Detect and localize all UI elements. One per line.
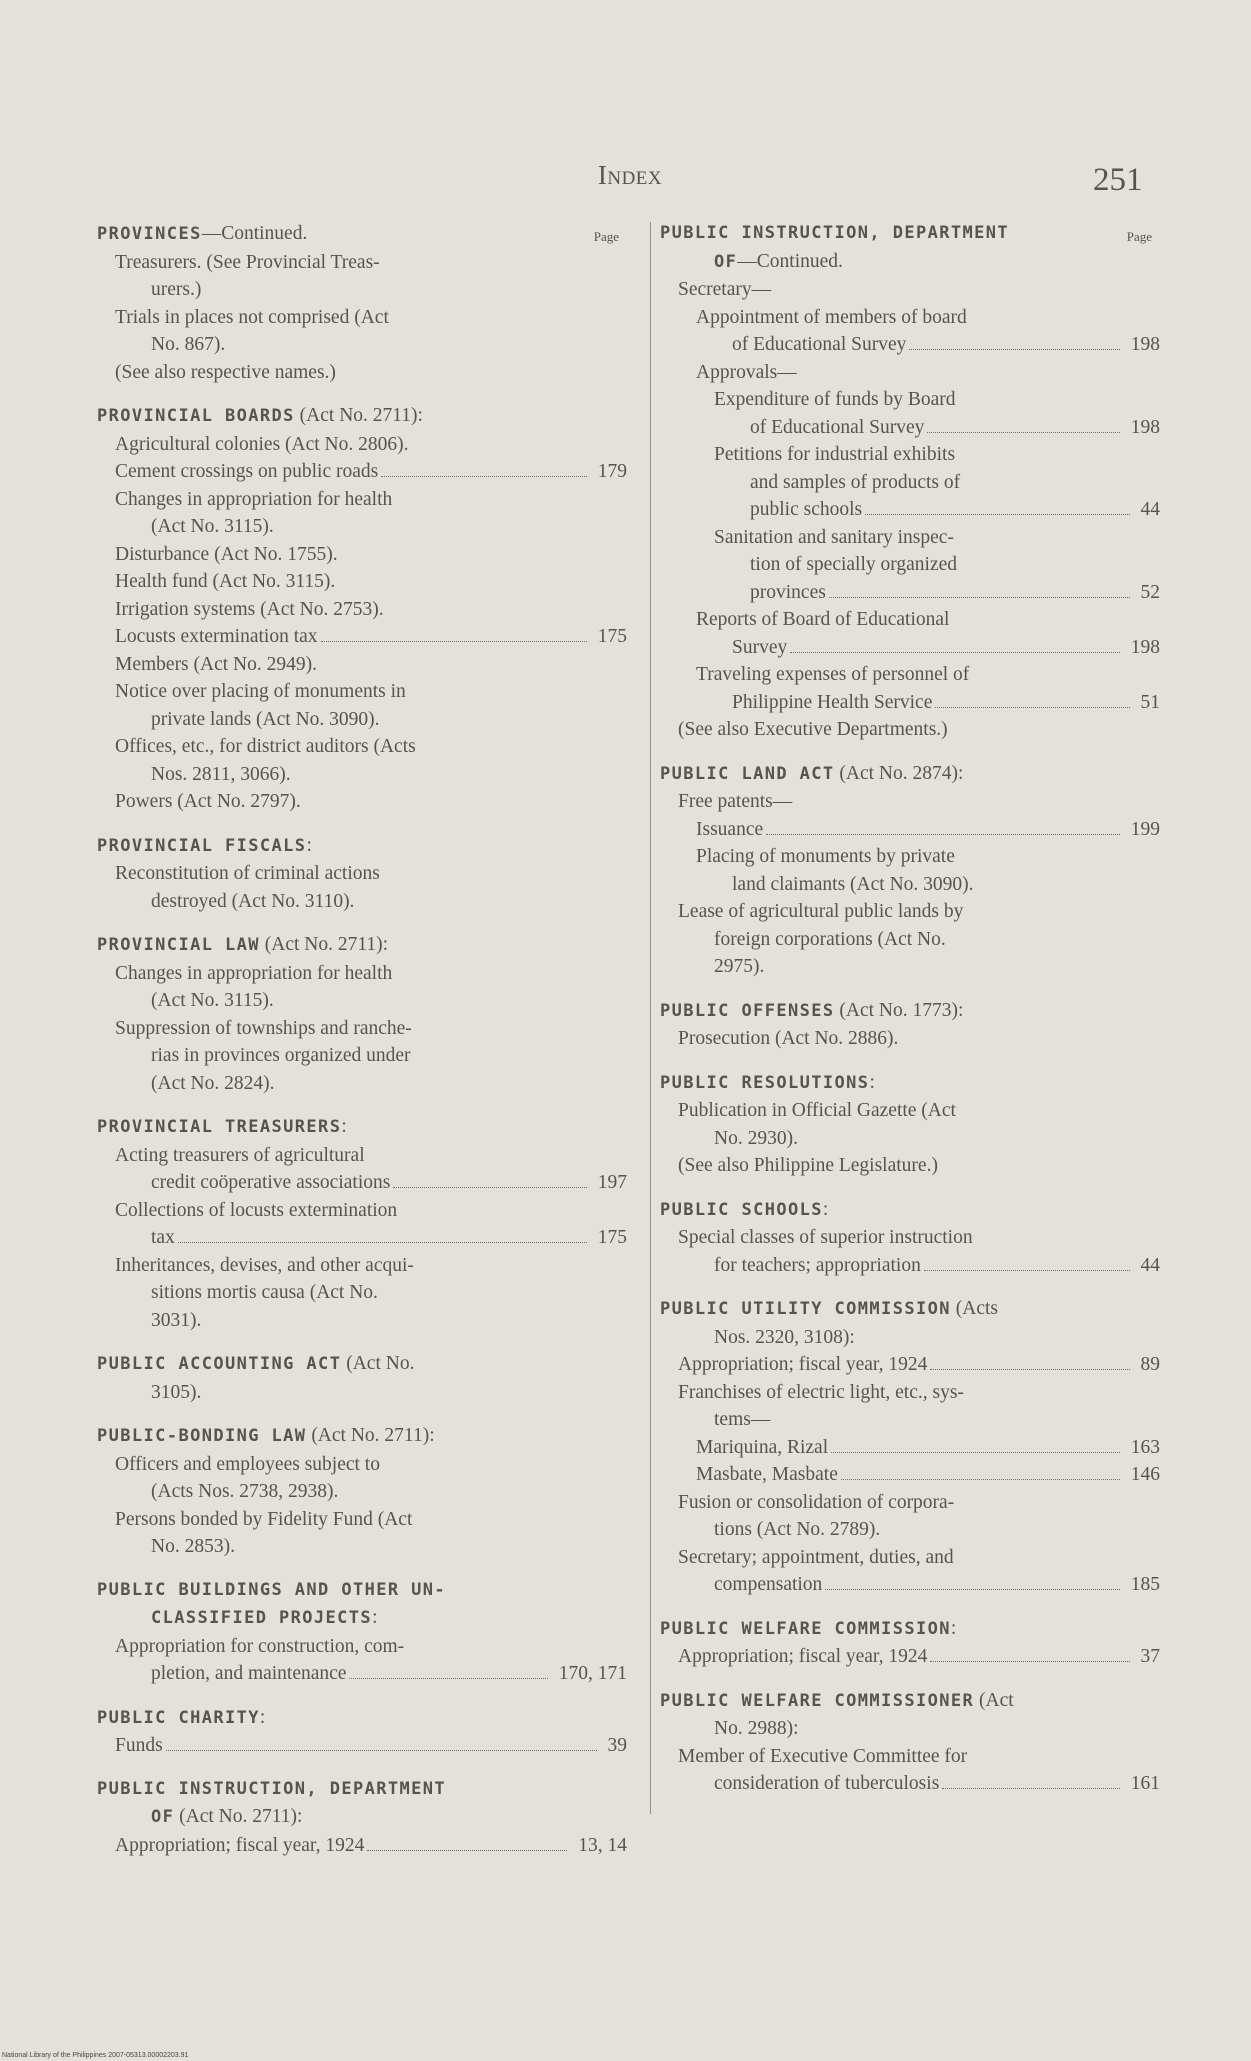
entry-text: PROVINCIAL TREASURERS [97, 1117, 342, 1137]
entry-suffix: : [306, 834, 312, 856]
index-entry [97, 331, 627, 359]
index-entry [660, 926, 1160, 954]
entry-text: tion of specially organized [750, 554, 958, 575]
entry-text: Reconstitution of criminal actions [115, 863, 380, 884]
index-entry [660, 1461, 1160, 1489]
entry-text: (See also respective names.) [115, 361, 336, 383]
entry-suffix: (Act No. 1773): [834, 999, 964, 1021]
entry-text: (Act No. 3115). [151, 516, 274, 537]
index-entry [97, 1015, 627, 1043]
index-entry [97, 458, 627, 486]
entry-text: 3105). [151, 1381, 202, 1403]
index-entry [660, 634, 1160, 662]
page-reference: 179 [597, 461, 627, 482]
index-entry [97, 596, 627, 624]
index-entry [97, 1307, 627, 1335]
index-heading [97, 832, 627, 861]
entry-text: Mariquina, Rizal [696, 1436, 829, 1458]
index-entry [660, 414, 1160, 442]
index-heading [660, 220, 1160, 248]
entry-text: rias in provinces organized under [151, 1045, 411, 1066]
entry-text: compensation [714, 1574, 823, 1595]
index-entry [97, 1832, 627, 1860]
index-entry [660, 579, 1160, 607]
leader-dots [825, 1585, 1119, 1590]
index-entry [97, 1197, 627, 1225]
page-reference: 51 [1140, 691, 1160, 713]
entry-text: 2975). [714, 956, 765, 977]
page-reference: 39 [607, 1735, 627, 1756]
entry-text: Persons bonded by Fidelity Fund (Act [115, 1508, 413, 1530]
entry-text: PUBLIC WELFARE COMMISSION [660, 1618, 951, 1639]
entry-text: PUBLIC RESOLUTIONS [660, 1072, 870, 1093]
entry-text: Appropriation; fiscal year, 1924 [678, 1646, 928, 1667]
leader-dots [321, 637, 587, 642]
entry-text: Masbate, Masbate [696, 1464, 838, 1485]
entry-text: OF [151, 1807, 175, 1827]
index-entry [660, 1351, 1160, 1379]
index-entry [660, 1571, 1160, 1599]
entry-suffix: : [950, 1617, 957, 1639]
running-title: Index [597, 160, 663, 190]
index-entry [660, 331, 1160, 359]
index-entry [660, 716, 1160, 744]
index-entry [660, 469, 1160, 497]
entry-text: tions (Act No. 2789). [714, 1519, 881, 1540]
entry-text: Agricultural colonies (Act No. 2806). [115, 433, 409, 455]
index-entry [97, 486, 627, 514]
entry-text: Special classes of superior instruction [678, 1227, 973, 1248]
entry-text: Philippine Health Service [732, 691, 933, 713]
leader-dots [166, 1746, 597, 1751]
index-entry [97, 1660, 627, 1688]
page-reference: 161 [1130, 1773, 1160, 1794]
index-entry [97, 706, 627, 734]
entry-text: PUBLIC-BONDING LAW [97, 1426, 307, 1446]
entry-text: Issuance [696, 818, 764, 840]
leader-dots [909, 345, 1119, 350]
index-entry [97, 1142, 627, 1170]
index-entry [97, 678, 627, 706]
index-entry [97, 249, 627, 277]
index-entry [97, 860, 627, 888]
entry-text: Locusts extermination tax [115, 626, 318, 647]
index-heading [97, 931, 627, 960]
entry-text: PROVINCES [97, 224, 202, 244]
index-entry [660, 1097, 1160, 1125]
index-heading [97, 1776, 627, 1804]
entry-suffix: (Act No. 2711): [294, 405, 423, 426]
entry-suffix: : [869, 1071, 875, 1093]
entry-text: CLASSIFIED PROJECTS [151, 1608, 373, 1628]
entry-text: PUBLIC SCHOOLS [660, 1199, 823, 1220]
index-entry [660, 606, 1160, 634]
entry-text: Free patents— [678, 791, 793, 812]
entry-text: Fusion or consolidation of corpora- [678, 1491, 955, 1513]
entry-text: of Educational Survey [750, 416, 925, 438]
index-entry [97, 960, 627, 988]
entry-text: No. 867). [151, 334, 226, 355]
index-entry [660, 1516, 1160, 1544]
index-heading [97, 402, 627, 431]
entry-text: consideration of tuberculosis [714, 1773, 940, 1794]
entry-text: Health fund (Act No. 3115). [115, 571, 336, 592]
page-reference: 170, 171 [558, 1663, 627, 1684]
page-reference: 199 [1130, 818, 1160, 840]
index-heading [97, 1577, 627, 1605]
index-heading [660, 1295, 1160, 1324]
page-number: 251 [1093, 162, 1143, 198]
index-entry [660, 386, 1160, 414]
leader-dots [924, 1266, 1130, 1271]
index-entry [660, 1252, 1160, 1280]
page-reference: 163 [1130, 1436, 1160, 1458]
index-heading [660, 997, 1160, 1026]
index-heading [97, 1704, 627, 1733]
index-entry [97, 513, 627, 541]
entry-text: land claimants (Act No. 3090). [732, 873, 974, 895]
index-entry [97, 987, 627, 1015]
entry-suffix: (Act No. [341, 1353, 415, 1374]
index-heading [660, 248, 1160, 277]
page-reference: 13, 14 [578, 1834, 627, 1856]
entry-text: Reports of Board of Educational [696, 609, 950, 630]
index-entry [660, 496, 1160, 524]
entry-text: Irrigation systems (Act No. 2753). [115, 598, 384, 620]
entry-text: foreign corporations (Act No. [714, 928, 946, 950]
entry-text: Members (Act No. 2949). [115, 653, 317, 675]
page-reference: 197 [597, 1172, 627, 1193]
index-entry [97, 541, 627, 569]
index-entry [660, 689, 1160, 717]
leader-dots [831, 1448, 1120, 1453]
index-entry [660, 1406, 1160, 1434]
index-entry [660, 1324, 1160, 1352]
entry-text: Approvals— [696, 361, 797, 383]
entry-suffix: : [259, 1706, 266, 1728]
entry-suffix: : [341, 1116, 347, 1137]
index-entry [97, 1478, 627, 1506]
index-entry [660, 1715, 1160, 1743]
entry-text: sitions mortis causa (Act No. [151, 1282, 378, 1303]
index-entry [97, 651, 627, 679]
index-entry [660, 871, 1160, 899]
leader-dots [349, 1674, 547, 1679]
index-entry [97, 304, 627, 332]
entry-text: Nos. 2811, 3066). [151, 763, 291, 785]
entry-text: Changes in appropriation for health [115, 962, 393, 984]
index-entry [97, 623, 627, 651]
leader-dots [367, 1846, 567, 1851]
leader-dots [935, 703, 1129, 708]
index-entry [660, 1643, 1160, 1671]
entry-text: Disturbance (Act No. 1755). [115, 543, 338, 565]
entry-text: pletion, and maintenance [151, 1663, 347, 1684]
index-entry [660, 788, 1160, 816]
leader-dots [930, 1657, 1129, 1662]
entry-suffix: (Act No. 2711): [174, 1806, 303, 1827]
index-column-left [97, 220, 627, 1859]
index-entry [660, 1025, 1160, 1053]
entry-suffix: : [822, 1198, 829, 1220]
page-reference: 198 [1130, 334, 1160, 355]
index-entry [97, 1633, 627, 1661]
entry-text: Appropriation; fiscal year, 1924 [678, 1354, 928, 1375]
entry-suffix: —Continued. [737, 250, 843, 272]
index-entry [660, 359, 1160, 387]
index-heading [660, 760, 1160, 789]
entry-text: Secretary; appointment, duties, and [678, 1546, 954, 1568]
entry-text: Expenditure of funds by Board [714, 389, 956, 410]
entry-text: Appropriation; fiscal year, 1924 [115, 1834, 365, 1856]
entry-text: provinces [750, 581, 826, 603]
index-entry [97, 1533, 627, 1561]
entry-suffix: (Act No. 2711): [259, 934, 389, 955]
page-reference: 44 [1140, 1254, 1160, 1276]
page-column-label: Page [1126, 229, 1152, 244]
page-reference: 198 [1130, 416, 1160, 438]
entry-text: PUBLIC INSTRUCTION, DEPARTMENT [97, 1778, 447, 1799]
entry-text: PUBLIC ACCOUNTING ACT [97, 1354, 342, 1374]
index-entry [97, 276, 627, 304]
index-heading [97, 1422, 627, 1451]
index-heading [97, 1113, 627, 1142]
index-entry [97, 1224, 627, 1252]
entry-text: Secretary— [678, 279, 772, 300]
entry-text: Treasurers. (See Provincial Treas- [115, 251, 380, 273]
leader-dots [381, 472, 587, 477]
leader-dots [829, 593, 1130, 598]
entry-text: tems— [714, 1409, 771, 1430]
leader-dots [790, 648, 1120, 653]
index-entry [660, 1489, 1160, 1517]
index-entry [660, 551, 1160, 579]
page-column-label: Page [593, 229, 619, 244]
entry-text: Powers (Act No. 2797). [115, 791, 301, 812]
leader-dots [927, 428, 1119, 433]
entry-text: PROVINCIAL BOARDS [97, 406, 295, 426]
entry-text: No. 2930). [714, 1127, 798, 1149]
entry-text: Petitions for industrial exhibits [714, 444, 956, 465]
entry-text: Appointment of members of board [696, 306, 967, 328]
entry-text: Lease of agricultural public lands by [678, 901, 964, 922]
entry-text: tax [151, 1227, 175, 1248]
entry-suffix: (Act [974, 1689, 1014, 1711]
leader-dots [942, 1784, 1119, 1789]
entry-text: of Educational Survey [732, 334, 907, 355]
leader-dots [865, 510, 1129, 515]
leader-dots [393, 1183, 586, 1188]
entry-text: (Act No. 3115). [151, 990, 274, 1011]
index-entry [660, 524, 1160, 552]
entry-text: Franchises of electric light, etc., sys- [678, 1381, 964, 1403]
index-entry [97, 1279, 627, 1307]
entry-text: Funds [115, 1735, 163, 1756]
entry-text: Trials in places not comprised (Act [115, 306, 389, 328]
entry-text: Publication in Official Gazette (Act [678, 1100, 956, 1121]
index-entry [660, 843, 1160, 871]
entry-text: and samples of products of [750, 471, 961, 493]
index-entry [97, 888, 627, 916]
leader-dots [178, 1238, 587, 1243]
entry-text: Survey [732, 636, 788, 658]
entry-text: PUBLIC OFFENSES [660, 1000, 835, 1021]
index-entry [660, 1770, 1160, 1798]
index-entry [660, 1379, 1160, 1407]
index-heading [97, 220, 627, 249]
leader-dots [841, 1475, 1120, 1480]
index-entry [660, 276, 1160, 304]
index-heading [660, 1069, 1160, 1098]
entry-text: Collections of locusts extermination [115, 1199, 398, 1221]
index-entry [660, 441, 1160, 469]
index-entry [660, 953, 1160, 981]
entry-text: Traveling expenses of personnel of [696, 664, 970, 685]
index-entry [660, 1152, 1160, 1180]
index-heading [97, 1604, 627, 1633]
entry-text: Notice over placing of monuments in [115, 681, 406, 702]
index-entry [97, 761, 627, 789]
index-entry [660, 898, 1160, 926]
index-entry [660, 816, 1160, 844]
entry-text: 3031). [151, 1309, 202, 1331]
page-reference: 146 [1130, 1464, 1160, 1485]
page-reference: 89 [1140, 1354, 1160, 1375]
index-heading [660, 1687, 1160, 1716]
entry-text: Prosecution (Act No. 2886). [678, 1028, 899, 1049]
page-reference: 198 [1130, 636, 1160, 658]
entry-text: Sanitation and sanitary inspec- [714, 526, 954, 548]
entry-text: for teachers; appropriation [714, 1254, 921, 1276]
entry-text: PUBLIC UTILITY COMMISSION [660, 1299, 951, 1319]
index-entry [97, 733, 627, 761]
entry-text: Appropriation for construction, com- [115, 1635, 405, 1657]
index-heading [660, 1615, 1160, 1644]
entry-text: Member of Executive Committee for [678, 1745, 968, 1767]
entry-suffix: (Act No. 2874): [834, 762, 964, 784]
column-divider [650, 222, 651, 1814]
index-heading [660, 1196, 1160, 1225]
entry-text: Changes in appropriation for health [115, 488, 393, 510]
index-entry [97, 568, 627, 596]
entry-text: (See also Executive Departments.) [678, 719, 948, 740]
index-entry [660, 304, 1160, 332]
entry-text: No. 2853). [151, 1536, 235, 1557]
entry-suffix: —Continued. [201, 223, 308, 244]
scan-footer: National Library of the Philippines 2007-05313.00002203.91 [2, 2052, 189, 2059]
entry-text: PUBLIC CHARITY [97, 1707, 260, 1728]
entry-text: Suppression of townships and ranche- [115, 1017, 412, 1039]
entry-text: (See also Philippine Legislature.) [678, 1155, 938, 1176]
entry-text: credit coöperative associations [151, 1172, 391, 1193]
entry-text: PUBLIC WELFARE COMMISSIONER [660, 1690, 975, 1711]
index-entry [97, 788, 627, 816]
page-reference: 52 [1140, 581, 1160, 603]
page-reference: 37 [1140, 1646, 1160, 1667]
entry-text: (Act No. 2824). [151, 1072, 275, 1094]
entry-text: Offices, etc., for district auditors (Acts [115, 736, 416, 757]
index-heading [97, 1350, 627, 1379]
entry-text: Placing of monuments by private [696, 846, 955, 867]
entry-text: Nos. 2320, 3108): [714, 1326, 855, 1348]
entry-text: private lands (Act No. 3090). [151, 708, 380, 730]
page-reference: 175 [597, 626, 627, 647]
index-entry [97, 1042, 627, 1070]
index-entry [660, 1544, 1160, 1572]
entry-text: PUBLIC BUILDINGS AND OTHER UN- [97, 1579, 447, 1600]
entry-text: destroyed (Act No. 3110). [151, 890, 355, 912]
index-entry [97, 1732, 627, 1760]
page-reference: 175 [597, 1227, 627, 1248]
leader-dots [766, 830, 1120, 835]
entry-text: No. 2988): [714, 1718, 799, 1739]
entry-text: PROVINCIAL LAW [97, 935, 260, 955]
entry-text: PROVINCIAL FISCALS [97, 835, 307, 856]
entry-text: Cement crossings on public roads [115, 461, 379, 482]
page-reference: 185 [1130, 1574, 1160, 1595]
index-entry [97, 359, 627, 387]
index-entry [660, 1125, 1160, 1153]
entry-text: urers.) [151, 279, 202, 300]
entry-suffix: : [372, 1607, 378, 1628]
entry-suffix: (Act No. 2711): [306, 1425, 435, 1446]
entry-text: PUBLIC LAND ACT [660, 763, 835, 784]
entry-text: Officers and employees subject to [115, 1453, 380, 1475]
index-entry [97, 1506, 627, 1534]
entry-text: (Acts Nos. 2738, 2938). [151, 1481, 339, 1502]
entry-suffix: (Acts [950, 1298, 998, 1319]
page-reference: 44 [1140, 499, 1160, 520]
index-entry [97, 1169, 627, 1197]
entry-text: Acting treasurers of agricultural [115, 1144, 365, 1166]
index-entry [97, 1379, 627, 1407]
index-entry [97, 1070, 627, 1098]
index-entry [97, 1451, 627, 1479]
index-entry [660, 1434, 1160, 1462]
index-entry [660, 1743, 1160, 1771]
entry-text: OF [714, 251, 738, 272]
entry-text: public schools [750, 499, 863, 520]
index-entry [660, 661, 1160, 689]
leader-dots [930, 1365, 1129, 1370]
index-entry [97, 1252, 627, 1280]
index-entry [660, 1224, 1160, 1252]
index-column-right [660, 220, 1160, 1798]
index-entry [97, 431, 627, 459]
index-heading [97, 1803, 627, 1832]
entry-text: Inheritances, devises, and other acqui- [115, 1254, 414, 1276]
entry-text: PUBLIC INSTRUCTION, DEPARTMENT [660, 223, 1010, 243]
